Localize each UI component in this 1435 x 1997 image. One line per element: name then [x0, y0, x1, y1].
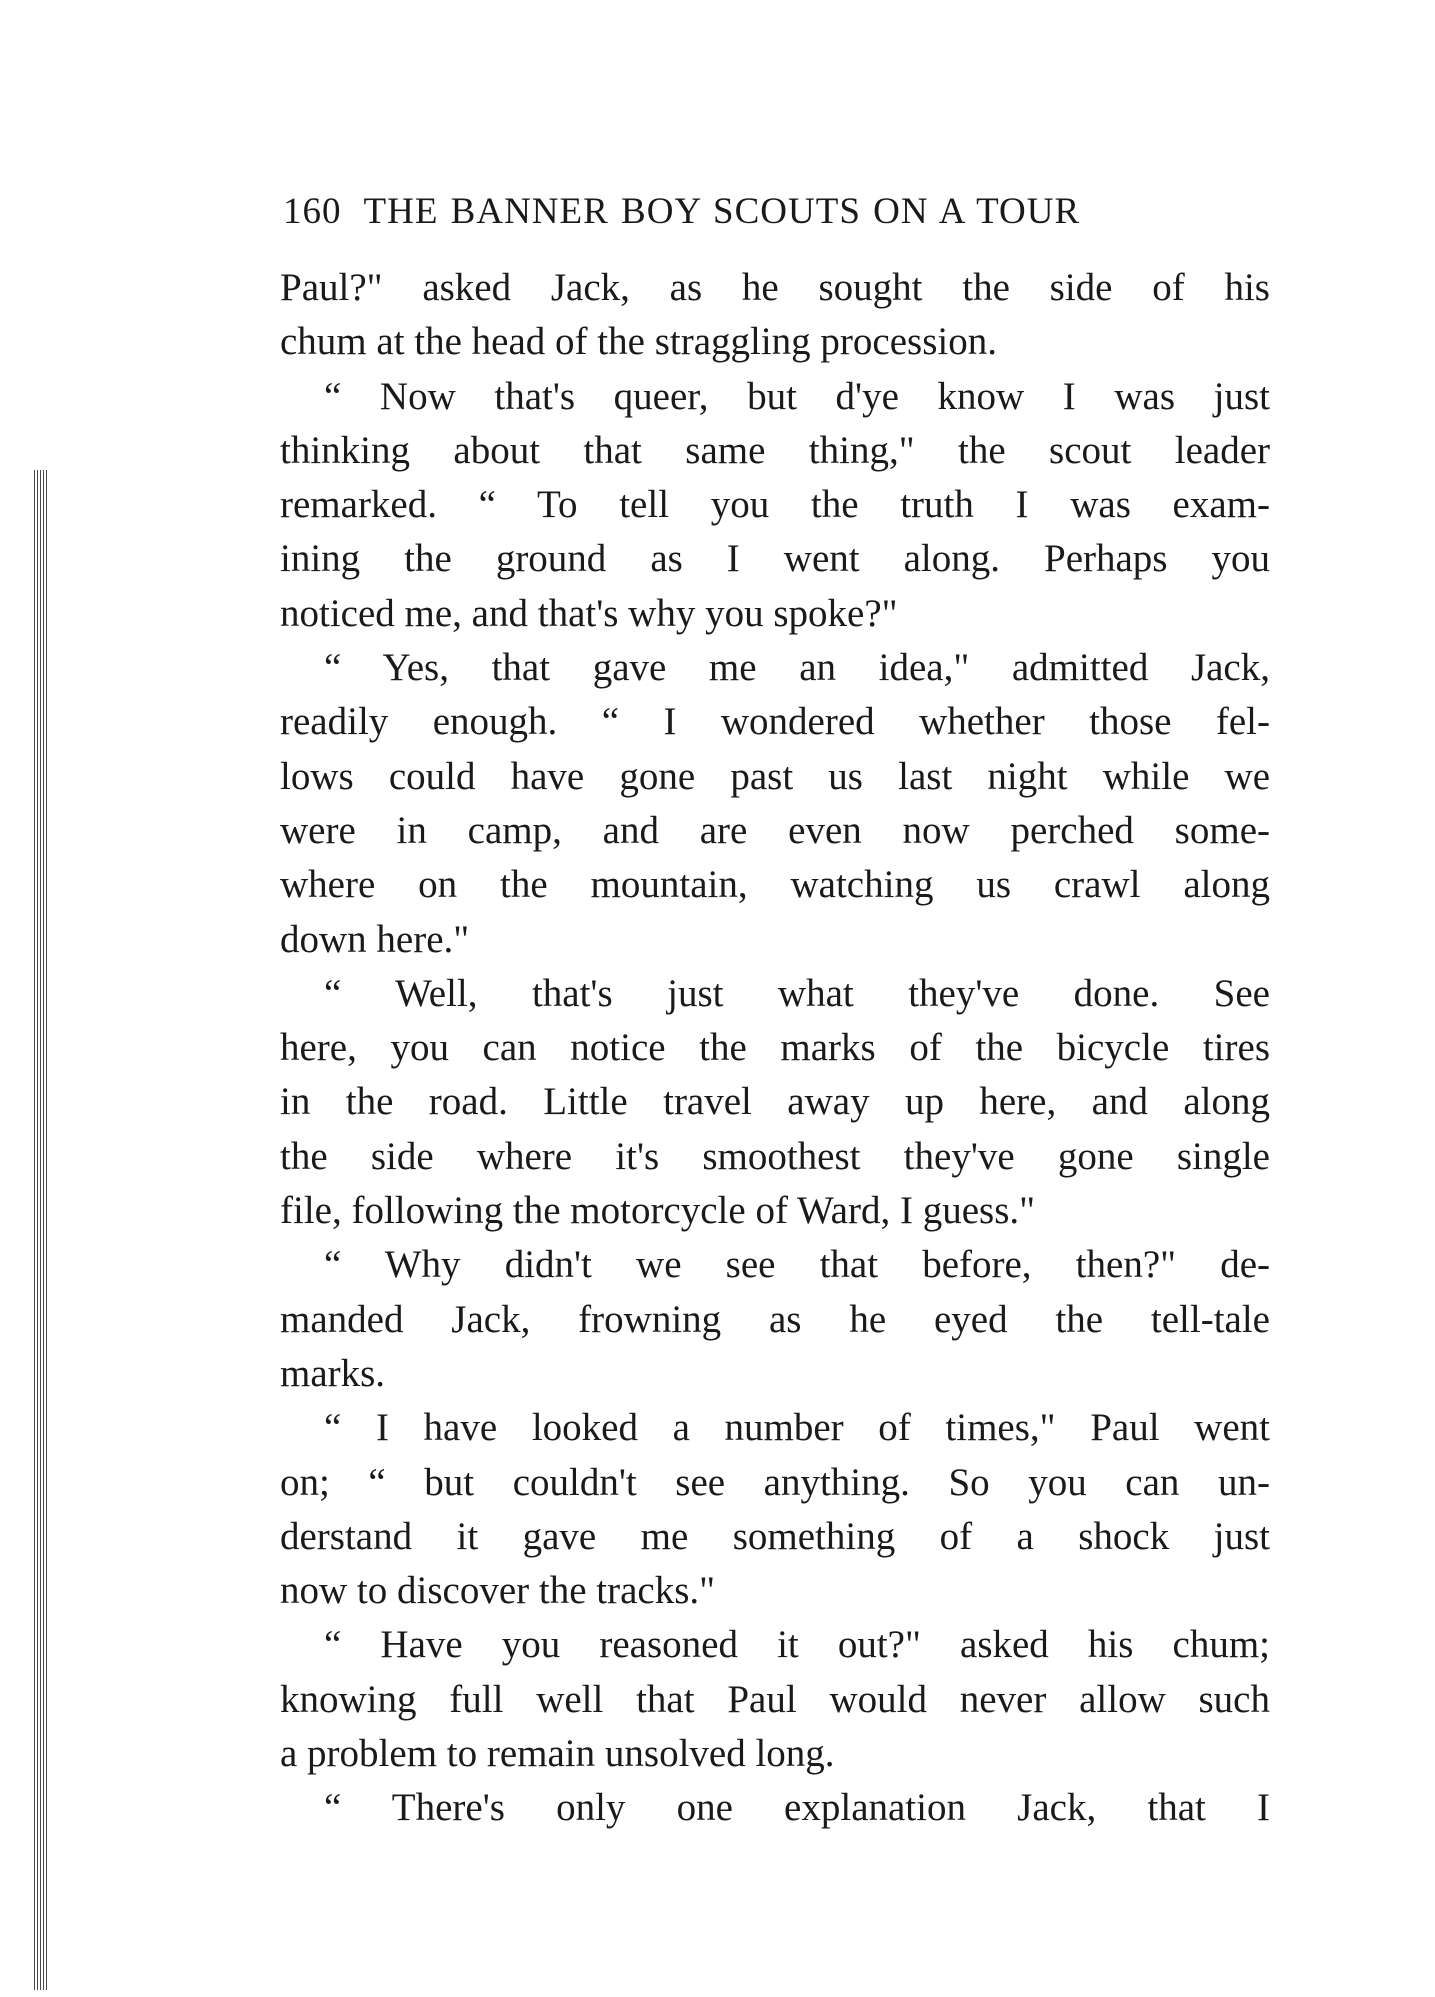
body-text: [280, 261, 1270, 1836]
text-line: on; “ but couldn't see anything. So you can un-: [280, 1460, 1270, 1504]
text-line: in the road. Little travel away up here, and along: [280, 1080, 1270, 1124]
text-line: lows could have gone past us last night while we: [280, 754, 1270, 798]
text-line: readily enough. “ I wondered whether those fel-: [280, 700, 1270, 744]
text-line: remarked. “ To tell you the truth I was exam-: [280, 483, 1270, 527]
text-line: down here.": [280, 917, 470, 961]
running-title: THE BANNER BOY SCOUTS ON A TOUR: [363, 191, 1081, 232]
text-line: knowing full well that Paul would never allow such: [280, 1677, 1270, 1721]
page-number: 160: [283, 191, 342, 232]
text-line: where on the mountain, watching us crawl along: [280, 863, 1270, 907]
text-line: “ Why didn't we see that before, then?" de-: [324, 1243, 1270, 1287]
text-line: “ There's only one explanation Jack, that I: [324, 1786, 1270, 1830]
text-line: “ I have looked a number of times," Paul went: [324, 1406, 1270, 1450]
book-page: [280, 190, 1270, 1836]
text-line: Paul?" asked Jack, as he sought the side of his: [280, 266, 1270, 309]
text-line: here, you can notice the marks of the bicycle tires: [280, 1026, 1270, 1070]
text-line: a problem to remain unsolved long.: [280, 1732, 835, 1776]
text-line: marks.: [280, 1351, 386, 1395]
text-line: derstand it gave me something of a shock just: [280, 1514, 1270, 1558]
text-line: now to discover the tracks.": [280, 1569, 716, 1613]
text-line: “ Now that's queer, but d'ye know I was just: [324, 374, 1270, 418]
text-line: “ Well, that's just what they've done. See: [324, 971, 1270, 1015]
binding-edge-lines: [34, 470, 48, 1990]
text-line: “ Have you reasoned it out?" asked his chum;: [324, 1623, 1270, 1667]
text-line: were in camp, and are even now perched some-: [280, 808, 1270, 852]
text-line: noticed me, and that's why you spoke?": [280, 591, 898, 635]
running-head: [283, 190, 1270, 233]
text-line: manded Jack, frowning as he eyed the tell-tale: [280, 1297, 1270, 1341]
text-line: ining the ground as I went along. Perhaps you: [280, 537, 1270, 581]
text-line: thinking about that same thing," the scout leader: [280, 428, 1270, 472]
text-line: file, following the motorcycle of Ward, I guess.": [280, 1189, 1036, 1233]
text-line: the side where it's smoothest they've gone single: [280, 1134, 1270, 1178]
text-line: chum at the head of the straggling procession.: [280, 320, 997, 364]
text-line: “ Yes, that gave me an idea," admitted Jack,: [324, 646, 1270, 690]
